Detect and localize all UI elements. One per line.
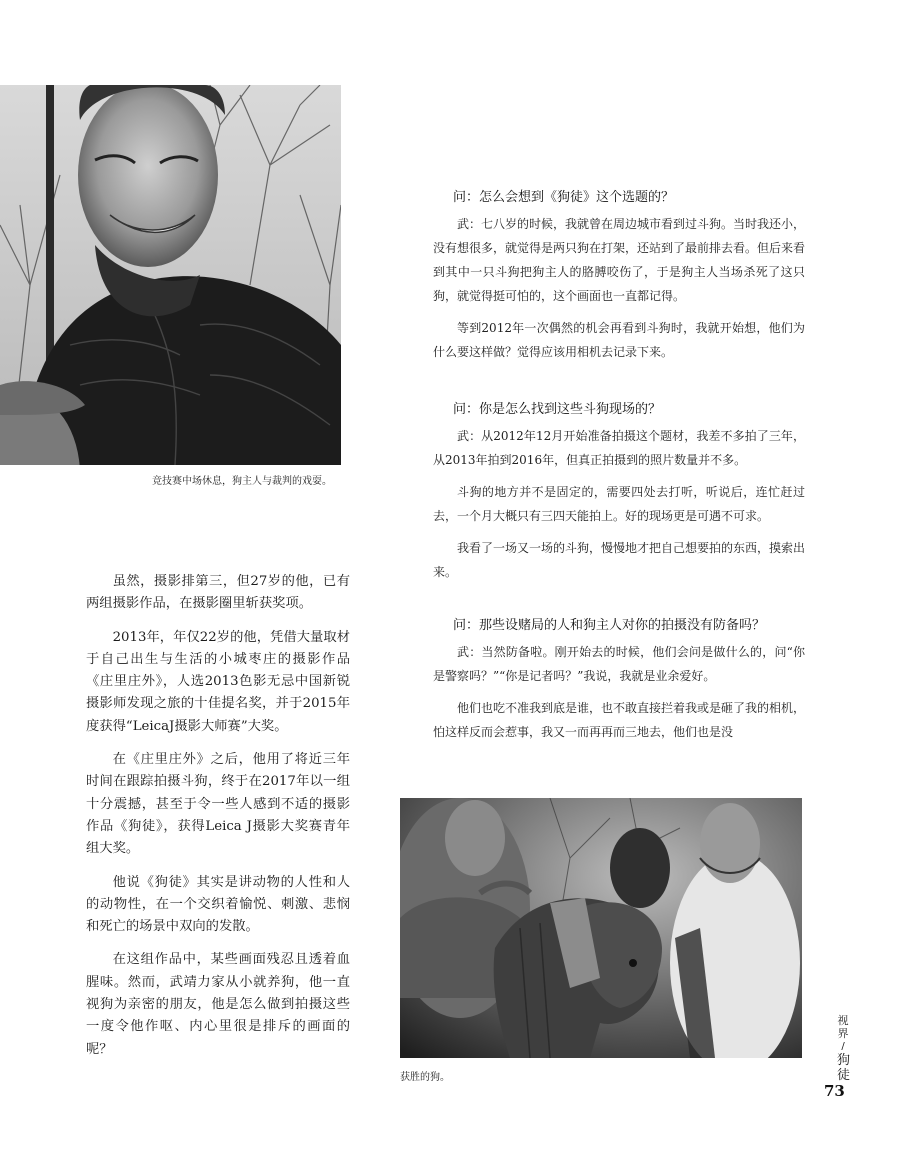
answer-paragraph: 他们也吃不准我到底是谁，也不敢直接拦着我或是砸了我的相机，怕这样反而会惹事，我又一而再再而三地去，他们也是没 — [433, 701, 806, 739]
section-name-a: 视 界 — [837, 1014, 849, 1040]
photo-top-caption: 竞技赛中场休息，狗主人与裁判的戏耍。 — [152, 476, 332, 487]
answer-paragraph: 斗狗的地方并不是固定的，需要四处去打听，听说后，连忙赶过去，一个月大概只有三四天能拍上。好的现场更是可遇不可求。 — [433, 485, 805, 523]
left-paragraph: 在这组作品中，某些画面残忍且透着血腥味。然而，武靖力家从小就养狗，他一直视狗为亲密的朋友，他是怎么做到拍摄这些一度令他作呕、内心里很是排斥的画面的呢？ — [86, 952, 350, 1057]
question-1: 问：怎么会想到《狗徒》这个选题的？ — [453, 190, 675, 205]
photo-bottom-caption: 获胜的狗。 — [400, 1072, 450, 1083]
left-paragraph: 2013年，年仅22岁的他，凭借大量取材于自己出生与生活的小城枣庄的摄影作品《庄里庄外》，人选2013色影无忌中国新锐摄影师发现之旅的十佳提名奖，并于2015年度获得“LeicaJ摄影大师赛”大奖。 — [86, 629, 350, 734]
answer-paragraph: 武：七八岁的时候，我就曾在周边城市看到过斗狗。当时我还小，没有想很多，就觉得是两只狗在打架，还站到了最前排去看。但后来看到其中一只斗狗把狗主人的胳膊咬伤了，于是狗主人当场杀死了这只狗，就觉得挺可怕的，这个画面也一直都记得。 — [433, 217, 806, 303]
answer-paragraph: 等到2012年一次偶然的机会再看到斗狗时，我就开始想，他们为什么要这样做？觉得应该用相机去记录下来。 — [433, 321, 805, 359]
left-paragraph: 在《庄里庄外》之后，他用了将近三年时间在跟踪拍摄斗狗，终于在2017年以一组十分震撼，甚至于令一些人感到不适的摄影作品《狗徒》，获得Leica J摄影大奖赛青年组大奖。 — [86, 752, 350, 857]
left-paragraph: 他说《狗徒》其实是讲动物的人性和人的动物性，在一个交织着愉悦、刺激、悲悯和死亡的场景中双向的发散。 — [86, 874, 350, 935]
answer-paragraph: 武：从2012年12月开始准备拍摄这个题材，我差不多拍了三年，从2013年拍到2016年，但真正拍摄到的照片数量并不多。 — [433, 429, 805, 467]
answer-paragraph: 武：当然防备啦。刚开始去的时候，他们会问是做什么的，问“你是警察吗？”“你是记者吗？”我说，我就是业余爱好。 — [433, 645, 805, 683]
question-3: 问：那些设赌局的人和狗主人对你的拍摄没有防备吗？ — [453, 618, 766, 633]
section-slash: / — [841, 1041, 845, 1052]
page-number: 73 — [824, 1082, 845, 1100]
answer-3 — [433, 640, 805, 752]
photo-handler-and-referee — [0, 85, 341, 465]
answer-2 — [433, 424, 805, 592]
answer-1 — [433, 212, 805, 372]
left-paragraph: 虽然，摄影排第三，但27岁的他，已有两组摄影作品，在摄影圈里斩获奖项。 — [86, 574, 350, 612]
photo-winning-dog — [400, 798, 802, 1058]
answer-paragraph: 我看了一场又一场的斗狗，慢慢地才把自己想要拍的东西，摸索出来。 — [433, 541, 806, 579]
left-column-text — [86, 571, 350, 1072]
section-label — [837, 1014, 849, 1083]
section-name-b: 狗 徒 — [837, 1053, 851, 1083]
question-2: 问：你是怎么找到这些斗狗现场的？ — [453, 402, 662, 417]
